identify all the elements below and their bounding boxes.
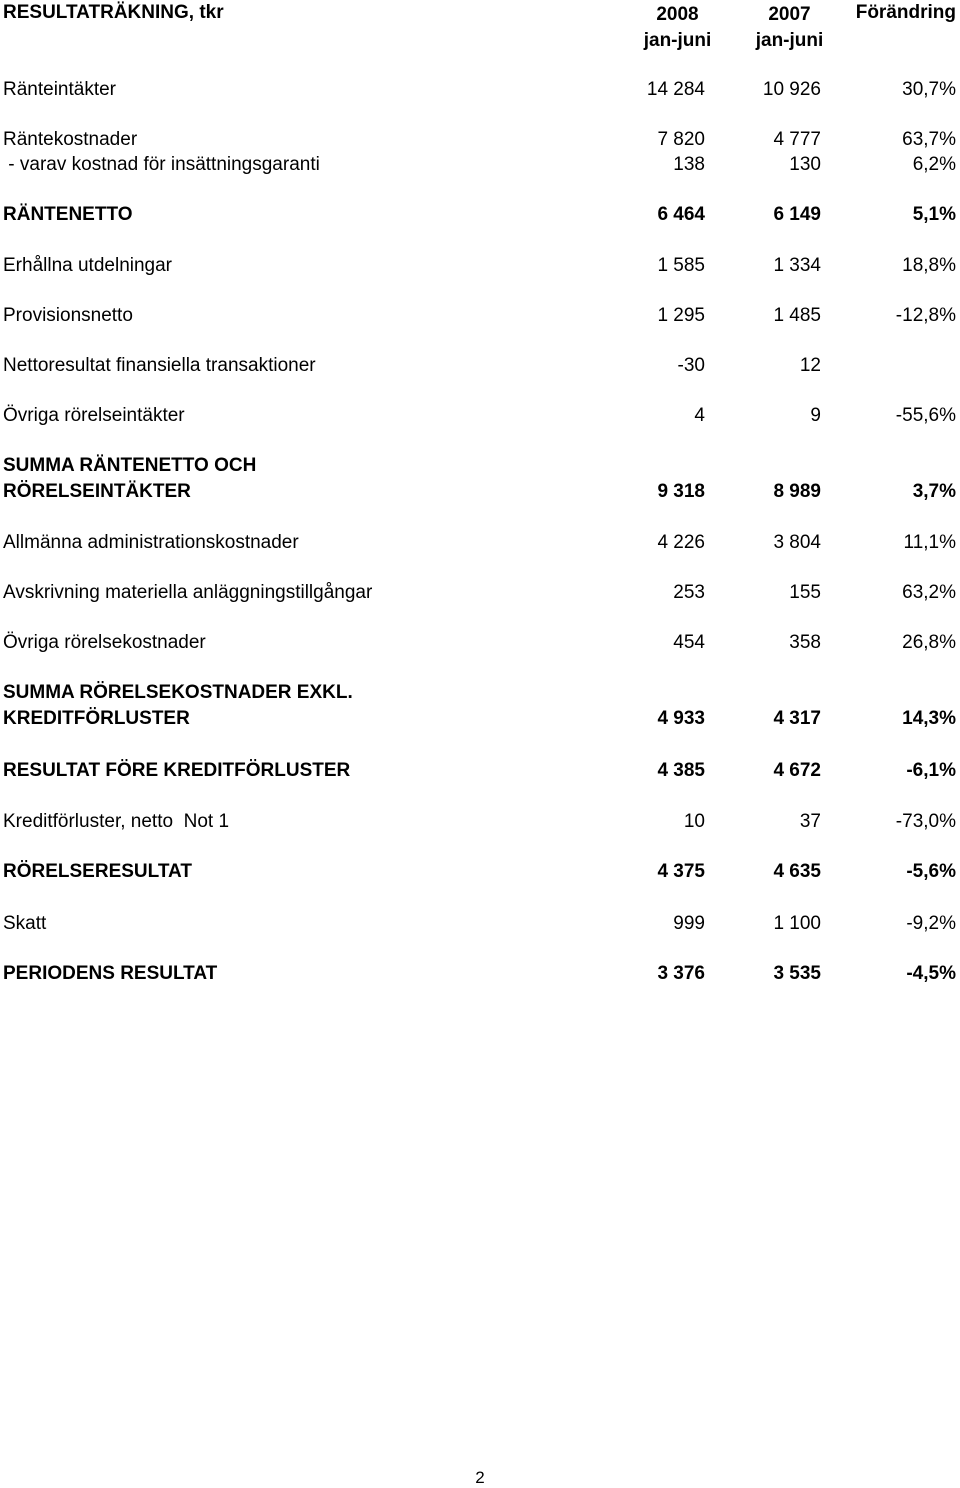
row-label: Räntekostnader xyxy=(3,129,138,150)
value-2008: 9 318 xyxy=(657,481,705,502)
value-2007: 37 xyxy=(799,811,821,832)
value-2007: 6 149 xyxy=(773,204,821,225)
value-change: -12,8% xyxy=(895,305,956,326)
value-2007: 155 xyxy=(789,582,821,603)
value-2008: 4 xyxy=(694,405,705,426)
value-2008: 1 295 xyxy=(657,305,705,326)
row-label: RESULTAT FÖRE KREDITFÖRLUSTER xyxy=(3,760,351,781)
value-change: 63,2% xyxy=(902,582,956,603)
value-2007: 12 xyxy=(799,355,821,376)
column-header-2007 xyxy=(742,2,837,54)
column-period-2007: jan-juni xyxy=(755,30,824,51)
value-2007: 1 100 xyxy=(773,913,821,934)
row-label: SUMMA RÄNTENETTO OCH RÖRELSEINTÄKTER xyxy=(3,455,257,502)
value-change: -6,1% xyxy=(906,760,956,781)
row-label: RÖRELSERESULTAT xyxy=(3,861,192,882)
row-label: Provisionsnetto xyxy=(3,305,133,326)
value-2008: 3 376 xyxy=(657,963,705,984)
value-2007: 4 317 xyxy=(773,708,821,729)
value-change: 14,3% xyxy=(902,708,956,729)
value-change: -9,2% xyxy=(906,913,956,934)
value-2007: 9 xyxy=(810,405,821,426)
value-2008: 4 385 xyxy=(657,760,705,781)
row-label: PERIODENS RESULTAT xyxy=(3,963,218,984)
value-2008: 1 585 xyxy=(657,255,705,276)
value-2007: 130 xyxy=(789,154,821,175)
value-change: -5,6% xyxy=(906,861,956,882)
value-2008: 253 xyxy=(673,582,705,603)
value-2008: 10 xyxy=(683,811,705,832)
value-2008: 454 xyxy=(673,632,705,653)
value-change: -4,5% xyxy=(906,963,956,984)
value-2008: 4 226 xyxy=(657,532,705,553)
value-2007: 358 xyxy=(789,632,821,653)
column-year-2007: 2007 xyxy=(768,4,811,25)
row-label: Övriga rörelsekostnader xyxy=(3,632,206,653)
value-change: 30,7% xyxy=(902,79,956,100)
value-2008: 14 284 xyxy=(646,79,705,100)
value-2008: 4 933 xyxy=(657,708,705,729)
value-change: 11,1% xyxy=(903,532,956,553)
value-change: -73,0% xyxy=(895,811,956,832)
value-2007: 3 804 xyxy=(773,532,821,553)
value-2007: 4 635 xyxy=(773,861,821,882)
value-change: -55,6% xyxy=(895,405,956,426)
row-label: Ränteintäkter xyxy=(3,79,117,100)
column-period-2008: jan-juni xyxy=(643,30,712,51)
value-change: 6,2% xyxy=(912,154,956,175)
value-2007: 3 535 xyxy=(773,963,821,984)
row-label: Övriga rörelseintäkter xyxy=(3,405,185,426)
column-year-2008: 2008 xyxy=(656,4,699,25)
value-2007: 4 777 xyxy=(773,129,821,150)
table-header xyxy=(0,0,960,60)
page-number: 2 xyxy=(475,1468,485,1487)
row-label: SUMMA RÖRELSEKOSTNADER EXKL. KREDITFÖRLUSTER xyxy=(3,682,353,729)
value-2007: 4 672 xyxy=(773,760,821,781)
value-2008: 7 820 xyxy=(657,129,705,150)
value-change: 63,7% xyxy=(902,129,956,150)
value-2008: 999 xyxy=(673,913,705,934)
value-2008: 6 464 xyxy=(657,204,705,225)
value-2007: 1 334 xyxy=(773,255,821,276)
row-label: Nettoresultat finansiella transaktioner xyxy=(3,355,316,376)
value-2008: -30 xyxy=(677,355,705,376)
value-change: 26,8% xyxy=(902,632,956,653)
value-2008: 138 xyxy=(673,154,705,175)
column-header-change: Förändring xyxy=(855,2,956,23)
value-2007: 10 926 xyxy=(762,79,821,100)
column-header-2008 xyxy=(630,2,725,54)
value-2008: 4 375 xyxy=(657,861,705,882)
statement-title: RESULTATRÄKNING, tkr xyxy=(3,2,224,23)
value-change: 3,7% xyxy=(912,481,956,502)
row-label: Allmänna administrationskostnader xyxy=(3,532,299,553)
row-label: Erhållna utdelningar xyxy=(3,255,173,276)
row-label: Avskrivning materiella anläggningstillgångar xyxy=(3,582,373,603)
row-label: Kreditförluster, netto Not 1 xyxy=(3,811,230,832)
row-label: RÄNTENETTO xyxy=(3,204,133,225)
value-2007: 1 485 xyxy=(773,305,821,326)
row-label: - varav kostnad för insättningsgaranti xyxy=(3,154,320,175)
row-label: Skatt xyxy=(3,913,47,934)
value-2007: 8 989 xyxy=(773,481,821,502)
value-change: 5,1% xyxy=(912,204,956,225)
value-change: 18,8% xyxy=(902,255,956,276)
